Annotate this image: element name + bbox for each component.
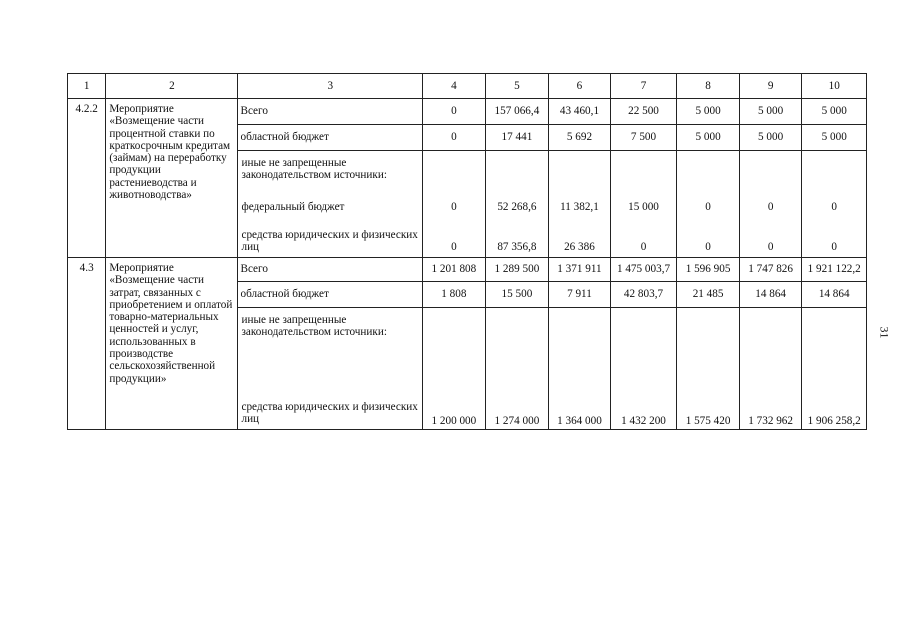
value-cell: 1 732 962 — [739, 308, 802, 430]
value-cell: 0 — [640, 241, 647, 253]
table-row — [68, 258, 867, 282]
item-name: Мероприятие «Возмещение части процентной ставки по краткосрочным кредитам (займам) на переработку продукции растениеводства и животноводства» — [106, 99, 238, 258]
value-cell: 22 500 — [610, 99, 677, 125]
value-cell: 0 — [831, 201, 837, 213]
value-cell: 43 460,1 — [549, 99, 611, 125]
value-cell: 5 000 — [677, 99, 740, 125]
value-cell: 1 432 200 — [610, 308, 677, 430]
value-cell: 0 — [423, 125, 486, 151]
value-cell: 5 000 — [739, 99, 802, 125]
source-label: Всего — [238, 258, 423, 282]
value-cell: 1 906 258,2 — [802, 308, 867, 430]
source-label: иные не запрещенные законодательством источники: — [241, 314, 387, 339]
value-cell: 1 808 — [423, 282, 486, 308]
value-cell: 7 500 — [610, 125, 677, 151]
value-cell: 1 747 826 — [739, 258, 802, 282]
header-cell: 1 — [68, 74, 106, 99]
value-cell: 0 — [451, 201, 457, 213]
item-number: 4.3 — [68, 258, 106, 430]
header-cell: 7 — [610, 74, 677, 99]
value-cell: 0 — [831, 241, 837, 253]
value-cell: 0 — [767, 201, 774, 213]
value-cell-stack — [549, 151, 611, 258]
value-cell: 1 364 000 — [549, 308, 611, 430]
value-cell-stack — [423, 151, 486, 258]
value-cell: 5 000 — [739, 125, 802, 151]
value-cell: 5 000 — [802, 125, 867, 151]
value-cell: 5 692 — [549, 125, 611, 151]
value-cell: 1 921 122,2 — [802, 258, 867, 282]
source-stack — [238, 308, 423, 430]
value-cell: 0 — [451, 241, 457, 253]
item-number: 4.2.2 — [68, 99, 106, 258]
value-cell: 7 911 — [549, 282, 611, 308]
value-cell: 14 864 — [802, 282, 867, 308]
value-cell: 1 475 003,7 — [610, 258, 677, 282]
source-label: Всего — [238, 99, 423, 125]
value-cell: 0 — [767, 241, 774, 253]
value-cell: 5 000 — [802, 99, 867, 125]
value-cell: 15 500 — [485, 282, 549, 308]
value-cell: 1 596 905 — [677, 258, 740, 282]
value-cell: 1 289 500 — [485, 258, 549, 282]
value-cell: 87 356,8 — [497, 241, 537, 253]
source-label: средства юридических и физических лиц — [241, 229, 418, 254]
value-cell: 0 — [705, 241, 711, 253]
source-label: федеральный бюджет — [241, 201, 345, 213]
header-cell: 5 — [485, 74, 549, 99]
source-label: областной бюджет — [238, 282, 423, 308]
header-cell: 6 — [549, 74, 611, 99]
header-cell: 2 — [106, 74, 238, 99]
value-cell: 1 575 420 — [677, 308, 740, 430]
table-row — [68, 99, 867, 125]
value-cell-stack — [610, 151, 677, 258]
value-cell: 0 — [705, 201, 711, 213]
value-cell-stack — [802, 151, 867, 258]
source-label: средства юридических и физических лиц — [241, 401, 418, 426]
item-name: Мероприятие «Возмещение части затрат, связанных с приобретением и оплатой товарно-материальных ценностей и услуг, использованных в производстве сельскохозяйственной продукции» — [106, 258, 238, 430]
value-cell: 5 000 — [677, 125, 740, 151]
header-row — [68, 74, 867, 99]
value-cell: 157 066,4 — [485, 99, 549, 125]
header-cell: 9 — [739, 74, 802, 99]
page-number: 31 — [877, 326, 892, 339]
value-cell-stack — [739, 151, 802, 258]
value-cell: 14 864 — [739, 282, 802, 308]
header-cell: 3 — [238, 74, 423, 99]
value-cell: 21 485 — [677, 282, 740, 308]
source-label: иные не запрещенные законодательством источники: — [241, 157, 387, 182]
value-cell: 0 — [423, 99, 486, 125]
value-cell-stack — [485, 151, 549, 258]
value-cell: 15 000 — [628, 201, 659, 213]
value-cell: 1 201 808 — [423, 258, 486, 282]
header-cell: 8 — [677, 74, 740, 99]
value-cell: 52 268,6 — [497, 201, 537, 213]
header-cell: 4 — [423, 74, 486, 99]
value-cell: 1 371 911 — [549, 258, 611, 282]
value-cell-stack — [677, 151, 740, 258]
source-stack — [238, 151, 423, 258]
value-cell: 42 803,7 — [610, 282, 677, 308]
value-cell: 1 274 000 — [485, 308, 549, 430]
value-cell: 26 386 — [564, 241, 595, 253]
value-cell: 11 382,1 — [560, 201, 599, 213]
value-cell: 17 441 — [485, 125, 549, 151]
header-cell: 10 — [802, 74, 867, 99]
budget-table — [67, 73, 867, 430]
source-label: областной бюджет — [238, 125, 423, 151]
value-cell: 1 200 000 — [423, 308, 486, 430]
